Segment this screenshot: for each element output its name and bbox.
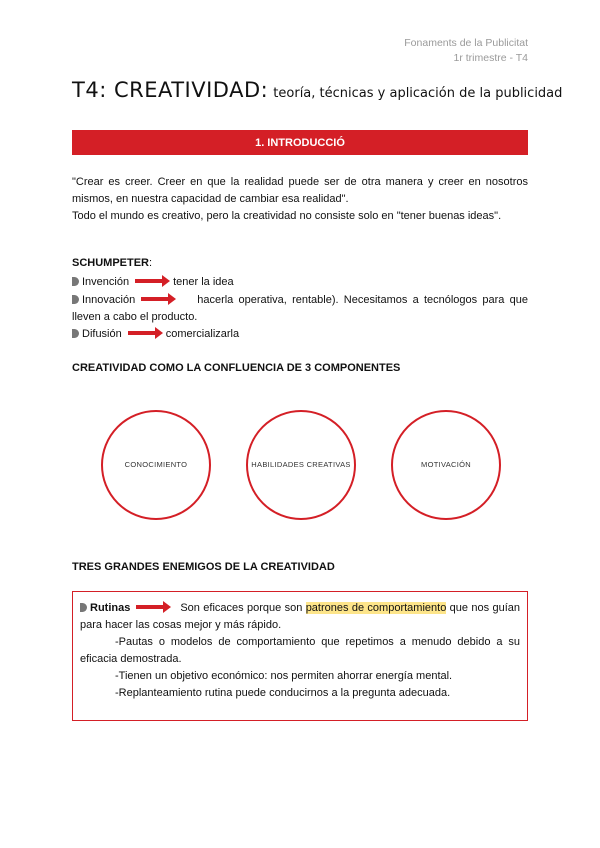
circle-conocimiento: CONOCIMIENTO xyxy=(101,410,211,520)
rutinas-paragraph xyxy=(80,600,520,634)
schumpeter-colon: : xyxy=(149,257,153,269)
components-heading: CREATIVIDAD COMO LA CONFLUENCIA DE 3 COMPONENTES xyxy=(72,362,401,374)
bullet-icon xyxy=(72,295,79,304)
arrow-right-icon xyxy=(136,605,168,609)
circle-habilidades: HABILIDADES CREATIVAS xyxy=(246,410,356,520)
title-sub: teoría, técnicas y aplicación de la publicidad xyxy=(273,86,563,101)
rutinas-point: -Pautas o modelos de comportamiento que repetimos a menudo debido a su eficacia demostrada. xyxy=(80,636,520,665)
course-name: Fonaments de la Publicitat xyxy=(404,37,528,49)
item-term: Innovación xyxy=(82,294,136,306)
schumpeter-item xyxy=(72,326,528,343)
item-desc: hacerla operativa, rentable). Necesitamos a tecnólogos para que lleven a cabo el producto. xyxy=(72,294,528,323)
rutinas-term: Rutinas xyxy=(90,602,131,614)
page-title xyxy=(72,78,562,102)
bullet-icon xyxy=(72,329,79,338)
page-header xyxy=(404,36,528,66)
circle-motivacion: MOTIVACIÓN xyxy=(391,410,501,520)
item-term: Invención xyxy=(82,276,130,288)
rutinas-text-after: que nos guían para hacer las cosas mejor y más rápido. xyxy=(80,602,520,631)
bullet-icon xyxy=(72,277,79,286)
schumpeter-item xyxy=(72,274,528,291)
rutinas-text-before: Son eficaces porque son xyxy=(180,602,303,614)
schumpeter-heading xyxy=(72,257,152,269)
schumpeter-item xyxy=(72,292,528,326)
bullet-icon xyxy=(80,603,87,612)
term-label: 1r trimestre - T4 xyxy=(453,52,528,64)
item-desc: tener la idea xyxy=(173,276,234,288)
intro-line: Todo el mundo es creativo, pero la creatividad no consiste solo en "tener buenas ideas". xyxy=(72,210,502,222)
item-term: Difusión xyxy=(82,328,122,340)
highlighted-text: patrones de comportamiento xyxy=(305,602,447,614)
arrow-right-icon xyxy=(128,331,160,335)
schumpeter-title: SCHUMPETER xyxy=(72,257,150,269)
rutinas-point: -Replanteamiento rutina puede conducirnos a la pregunta adecuada. xyxy=(115,687,451,699)
arrow-right-icon xyxy=(135,279,167,283)
title-main: T4: CREATIVIDAD: xyxy=(72,78,269,102)
item-desc: comercializarla xyxy=(165,328,240,340)
rutinas-point: -Tienen un objetivo económico: nos permiten ahorrar energía mental. xyxy=(115,670,453,682)
enemies-heading: TRES GRANDES ENEMIGOS DE LA CREATIVIDAD xyxy=(72,561,335,573)
intro-quote: "Crear es creer. Creer en que la realidad puede ser de otra manera y creer en nosotros mismos, en nuestra capacidad de cambiar esa realidad". xyxy=(72,176,528,205)
arrow-right-icon xyxy=(141,297,173,301)
section-banner: 1. INTRODUCCIÓ xyxy=(72,130,528,155)
